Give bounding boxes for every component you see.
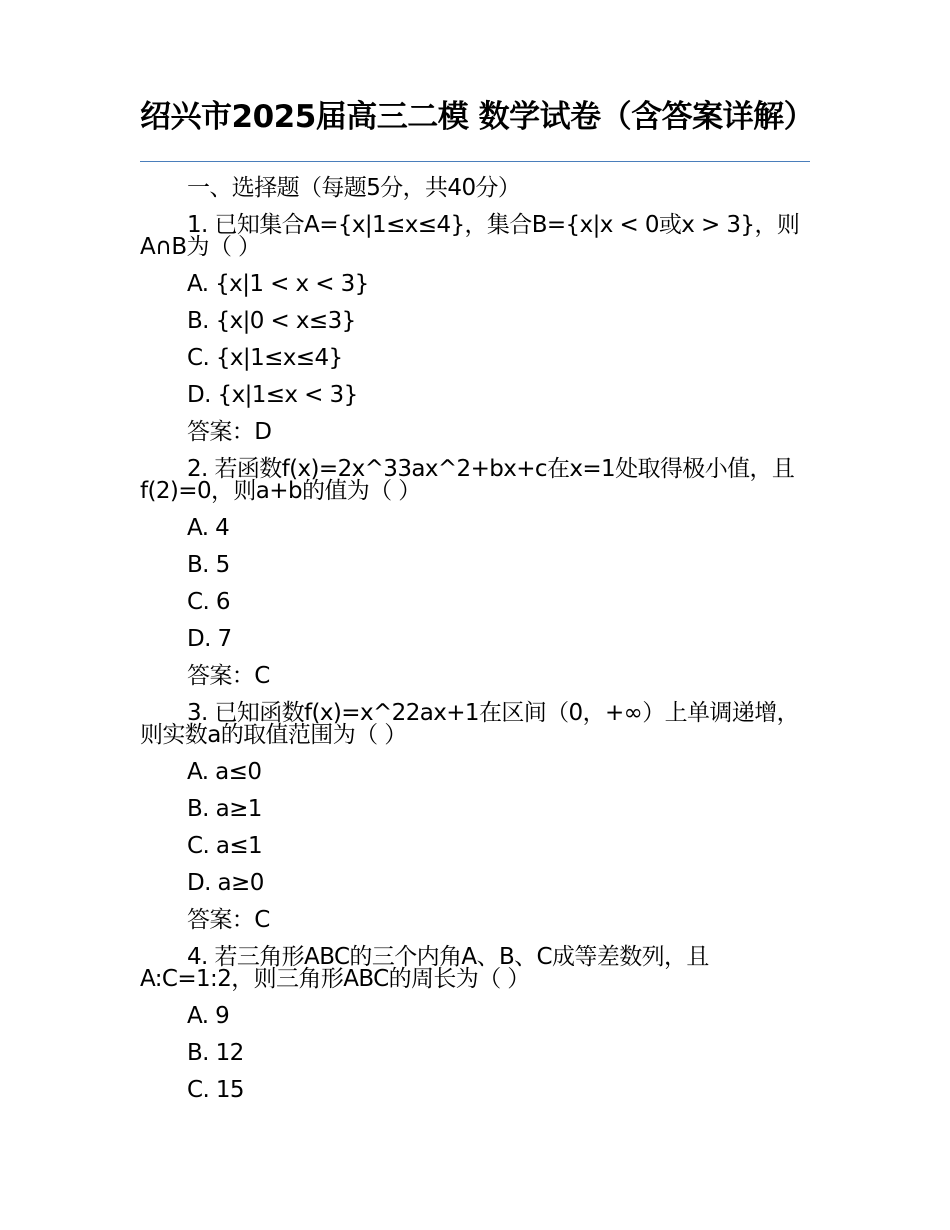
title-underline [140,161,810,162]
answer-line: 答案：C [187,663,270,689]
option-a: A. 9 [187,1003,230,1029]
option-b: B. a≥1 [187,796,262,822]
section-heading: 一、选择题（每题5分，共40分） [187,175,521,201]
option-b: B. 5 [187,552,230,578]
option-c: C. {x|1≤x≤4} [187,345,343,371]
option-a: A. 4 [187,515,230,541]
answer-line: 答案：D [187,419,272,445]
option-c: C. 6 [187,589,230,615]
option-a: A. a≤0 [187,759,262,785]
option-d: D. 7 [187,626,232,652]
option-d: D. a≥0 [187,870,264,896]
question-stem: 2. 若函数f(x)=2x^33ax^2+bx+c在x=1处取得极小值，且f(2)=0，则a+b的值为（ ） [140,456,795,504]
option-c: C. a≤1 [187,833,263,859]
option-c: C. 15 [187,1077,244,1103]
question-stem: 3. 已知函数f(x)=x^22ax+1在区间（0，+∞）上单调递增，则实数a的取值范围为（ ） [140,700,800,748]
option-b: B. {x|0 < x≤3} [187,308,356,334]
document-body [140,177,810,1116]
question-stem: 4. 若三角形ABC的三个内角A、B、C成等差数列，且A:C=1:2，则三角形ABC的周长为（ ） [140,944,709,992]
option-d: D. {x|1≤x < 3} [187,382,358,408]
option-b: B. 12 [187,1040,244,1066]
answer-line: 答案：C [187,907,270,933]
document-title: 绍兴市2025届高三二模 数学试卷（含答案详解） [140,99,815,135]
question-stem: 1. 已知集合A={x|1≤x≤4}，集合B={x|x < 0或x > 3}，则A∩B为（ ） [140,212,800,260]
option-a: A. {x|1 < x < 3} [187,271,369,297]
